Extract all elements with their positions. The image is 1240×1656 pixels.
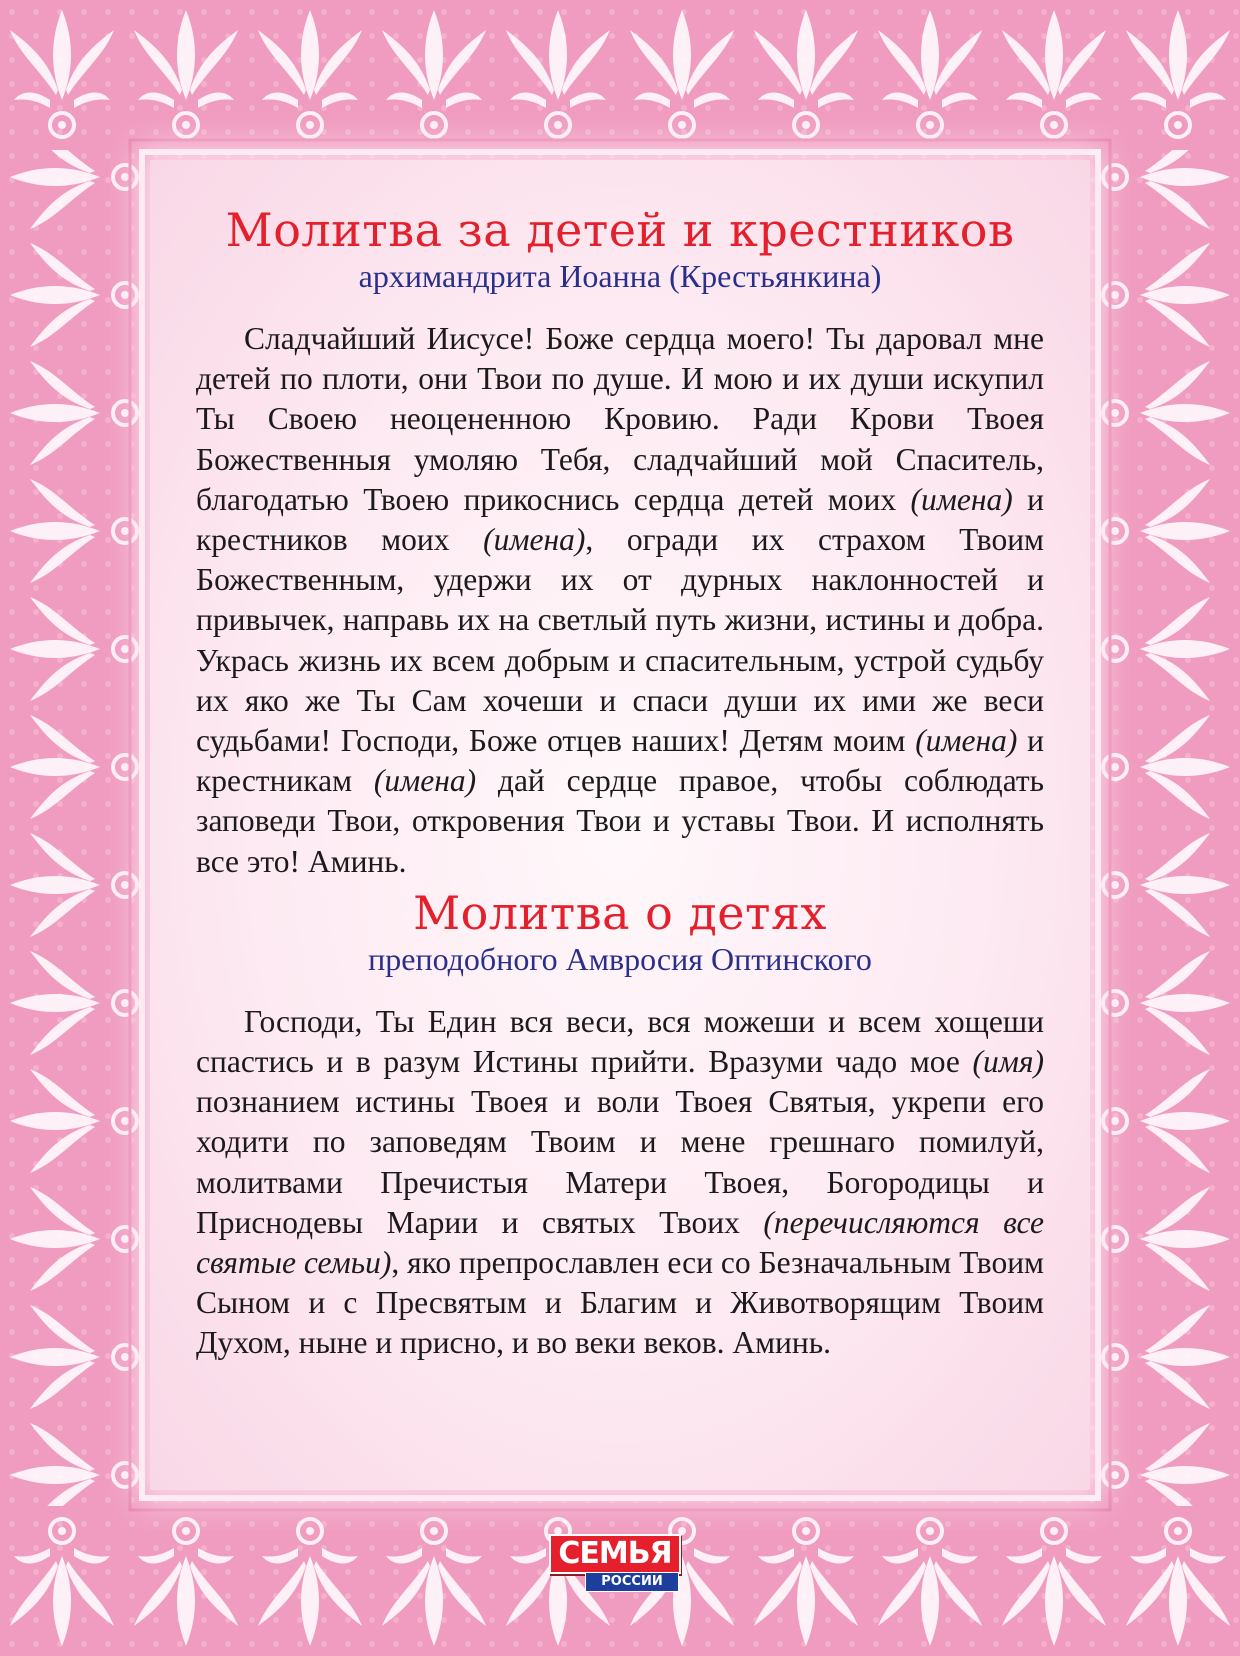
prayer1-subtitle: архимандрита Иоанна (Крестьянкина) (358, 258, 882, 294)
prayer1-text-part: дай сердце правое, чтобы соблюдать заповеди Твои, откровения Твои и уставы Твои. И исполнять все это! Аминь. (196, 763, 1045, 879)
prayer2-text-part: Господи, Ты Един вся веси, вся можеши и всем хощеши спастись и в разум Истины прийти. Вразуми чадо мое (196, 1003, 1044, 1080)
prayer2-text (196, 1002, 1044, 1364)
publisher-logo (549, 1534, 681, 1596)
name-placeholder: (имена) (915, 723, 1018, 759)
prayer2-subtitle: преподобного Амвросия Оптинского (368, 940, 872, 977)
logo-top-text: СЕМЬЯ (549, 1534, 681, 1574)
name-placeholder: (имена) (483, 522, 586, 558)
name-placeholder: (имя) (972, 1044, 1044, 1080)
name-placeholder: (имена) (373, 763, 477, 799)
name-placeholder: (имена) (910, 481, 1013, 517)
prayer1-text-part: , огради их страхом Твоим Божественным, удержи их от дурных наклонностей и привычек, направь их на светлый путь жизни, истины и добра. Укрась жизнь их всем добрым и спасительным, устрой судьбу их яко же Ты Сам хочеши и спаси души их ими же веси судьбами! Господи, Боже отцев наших! Детям моим (196, 522, 1044, 759)
saints-placeholder: (перечисляются все святые семьи) (196, 1204, 1044, 1281)
prayer2-text-part: , яко препрославлен еси со Безначальным Твоим Сыном и с Пресвятым и Благим и Животворящим Твоим Духом, ныне и присно, и во веки веков. Аминь. (196, 1245, 1044, 1361)
logo-bottom-text: РОССИИ (585, 1572, 679, 1592)
prayer-content (196, 205, 1044, 1364)
prayer1-text (196, 319, 1044, 882)
prayer2-text-part: познанием истины Твоея и воли Твоея Святыя, укрепи его ходити по заповедям Твоим и мене грешнаго помилуй, молитвами Пречистыя Матери Твоея, Богородицы и Приснодевы Марии и святых Твоих (196, 1084, 1044, 1240)
prayer1-text-part: и крестников моих (196, 481, 1044, 558)
prayer1-title: Молитва за детей и крестников (225, 203, 1015, 257)
prayer1-text-part: Сладчайший Иисусе! Боже сердца моего! Ты даровал мне детей по плоти, они Твои по душе. И мою и их души искупил Ты Своею неоцененною Кровию. Ради Крови Твоея Божественныя умоляю Тебя, сладчайший мой Спаситель, благодатью Твоею прикоснись сердца детей моих (196, 321, 1044, 517)
prayer2-title: Молитва о детях (413, 885, 827, 940)
prayer1-text-part: и крестникам (196, 723, 1044, 799)
